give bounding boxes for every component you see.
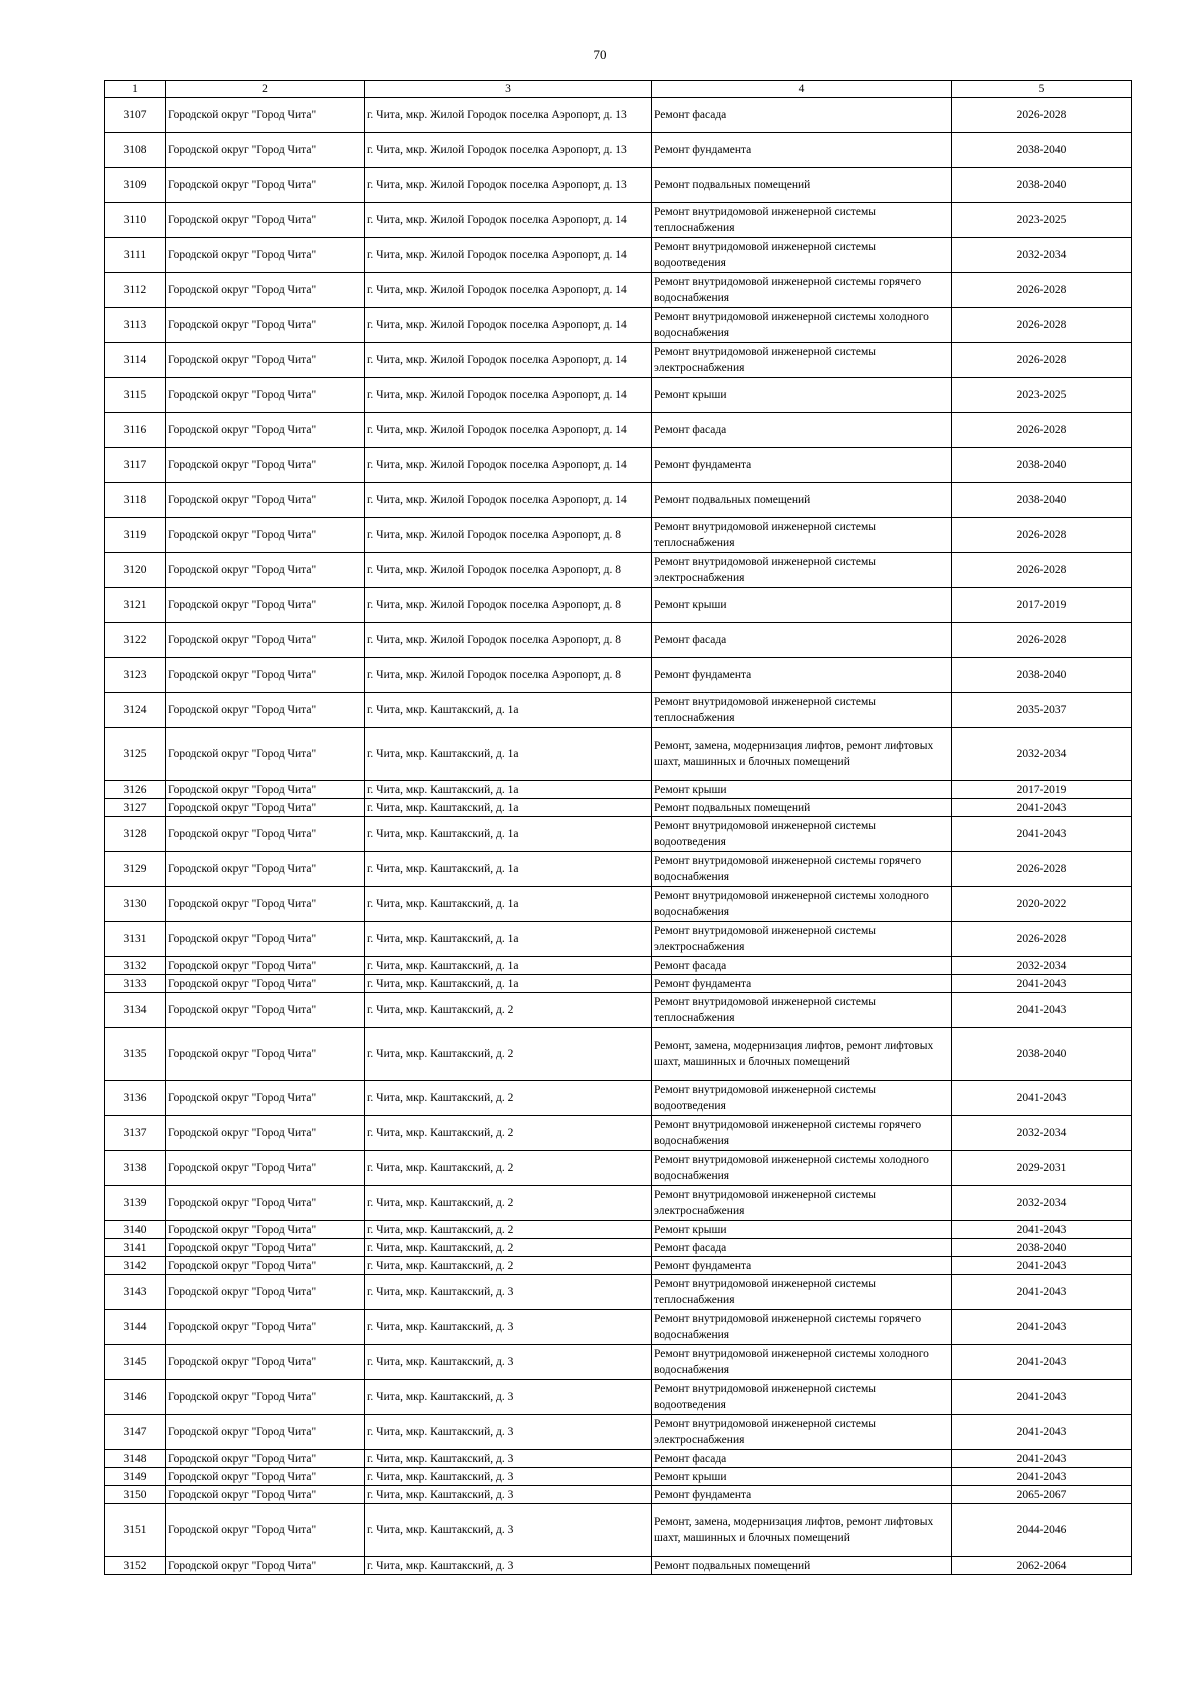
municipality-cell: Городской округ "Город Чита" <box>166 658 365 693</box>
period-cell: 2032-2034 <box>952 957 1132 975</box>
address-cell: г. Чита, мкр. Жилой Городок поселка Аэропорт, д. 8 <box>365 623 652 658</box>
table-row <box>105 273 1132 308</box>
capital-repair-table <box>104 80 1132 1575</box>
table-row <box>105 1310 1132 1345</box>
work-type-cell: Ремонт, замена, модернизация лифтов, ремонт лифтовых шахт, машинных и блочных помещений <box>652 1504 952 1557</box>
period-cell: 2041-2043 <box>952 1468 1132 1486</box>
table-row <box>105 1028 1132 1081</box>
row-number: 3119 <box>105 518 166 553</box>
period-cell: 2041-2043 <box>952 1275 1132 1310</box>
work-type-cell: Ремонт внутридомовой инженерной системы теплоснабжения <box>652 693 952 728</box>
table-row <box>105 922 1132 957</box>
table-row <box>105 448 1132 483</box>
row-number: 3128 <box>105 817 166 852</box>
work-type-cell: Ремонт фасада <box>652 98 952 133</box>
work-type-cell: Ремонт фасада <box>652 1450 952 1468</box>
address-cell: г. Чита, мкр. Каштакский, д. 2 <box>365 1257 652 1275</box>
municipality-cell: Городской округ "Город Чита" <box>166 1557 365 1575</box>
address-cell: г. Чита, мкр. Жилой Городок поселка Аэропорт, д. 13 <box>365 98 652 133</box>
municipality-cell: Городской округ "Город Чита" <box>166 168 365 203</box>
work-type-cell: Ремонт подвальных помещений <box>652 799 952 817</box>
row-number: 3149 <box>105 1468 166 1486</box>
row-number: 3140 <box>105 1221 166 1239</box>
work-type-cell: Ремонт фасада <box>652 623 952 658</box>
address-cell: г. Чита, мкр. Жилой Городок поселка Аэропорт, д. 8 <box>365 588 652 623</box>
work-type-cell: Ремонт фундамента <box>652 658 952 693</box>
table-row <box>105 1186 1132 1221</box>
row-number: 3121 <box>105 588 166 623</box>
municipality-cell: Городской округ "Город Чита" <box>166 1257 365 1275</box>
municipality-cell: Городской округ "Город Чита" <box>166 133 365 168</box>
table-row <box>105 1151 1132 1186</box>
address-cell: г. Чита, мкр. Жилой Городок поселка Аэропорт, д. 8 <box>365 518 652 553</box>
work-type-cell: Ремонт фасада <box>652 957 952 975</box>
table-row <box>105 133 1132 168</box>
row-number: 3141 <box>105 1239 166 1257</box>
period-cell: 2026-2028 <box>952 308 1132 343</box>
municipality-cell: Городской округ "Город Чита" <box>166 922 365 957</box>
municipality-cell: Городской округ "Город Чита" <box>166 588 365 623</box>
period-cell: 2038-2040 <box>952 1239 1132 1257</box>
table-row <box>105 693 1132 728</box>
period-cell: 2041-2043 <box>952 799 1132 817</box>
row-number: 3116 <box>105 413 166 448</box>
work-type-cell: Ремонт, замена, модернизация лифтов, ремонт лифтовых шахт, машинных и блочных помещений <box>652 1028 952 1081</box>
work-type-cell: Ремонт внутридомовой инженерной системы холодного водоснабжения <box>652 887 952 922</box>
work-type-cell: Ремонт подвальных помещений <box>652 1557 952 1575</box>
row-number: 3132 <box>105 957 166 975</box>
period-cell: 2041-2043 <box>952 975 1132 993</box>
municipality-cell: Городской округ "Город Чита" <box>166 1450 365 1468</box>
work-type-cell: Ремонт крыши <box>652 378 952 413</box>
municipality-cell: Городской округ "Город Чита" <box>166 1151 365 1186</box>
period-cell: 2032-2034 <box>952 1186 1132 1221</box>
municipality-cell: Городской округ "Город Чита" <box>166 1028 365 1081</box>
row-number: 3114 <box>105 343 166 378</box>
work-type-cell: Ремонт внутридомовой инженерной системы холодного водоснабжения <box>652 1345 952 1380</box>
work-type-cell: Ремонт фасада <box>652 413 952 448</box>
address-cell: г. Чита, мкр. Каштакский, д. 3 <box>365 1310 652 1345</box>
period-cell: 2041-2043 <box>952 1380 1132 1415</box>
table-row <box>105 957 1132 975</box>
municipality-cell: Городской округ "Город Чита" <box>166 1081 365 1116</box>
address-cell: г. Чита, мкр. Жилой Городок поселка Аэропорт, д. 13 <box>365 133 652 168</box>
address-cell: г. Чита, мкр. Каштакский, д. 1а <box>365 817 652 852</box>
table-row <box>105 1415 1132 1450</box>
address-cell: г. Чита, мкр. Каштакский, д. 1а <box>365 957 652 975</box>
period-cell: 2026-2028 <box>952 922 1132 957</box>
municipality-cell: Городской округ "Город Чита" <box>166 957 365 975</box>
address-cell: г. Чита, мкр. Жилой Городок поселка Аэропорт, д. 14 <box>365 308 652 343</box>
work-type-cell: Ремонт внутридомовой инженерной системы водоотведения <box>652 1081 952 1116</box>
period-cell: 2038-2040 <box>952 483 1132 518</box>
table-row <box>105 975 1132 993</box>
row-number: 3135 <box>105 1028 166 1081</box>
municipality-cell: Городской округ "Город Чита" <box>166 1310 365 1345</box>
municipality-cell: Городской округ "Город Чита" <box>166 343 365 378</box>
header-row <box>105 81 1132 98</box>
header-col-1: 1 <box>105 81 166 98</box>
table-row <box>105 1257 1132 1275</box>
municipality-cell: Городской округ "Город Чита" <box>166 1221 365 1239</box>
row-number: 3147 <box>105 1415 166 1450</box>
period-cell: 2023-2025 <box>952 203 1132 238</box>
municipality-cell: Городской округ "Город Чита" <box>166 817 365 852</box>
address-cell: г. Чита, мкр. Каштакский, д. 3 <box>365 1415 652 1450</box>
row-number: 3110 <box>105 203 166 238</box>
address-cell: г. Чита, мкр. Каштакский, д. 1а <box>365 887 652 922</box>
work-type-cell: Ремонт внутридомовой инженерной системы горячего водоснабжения <box>652 852 952 887</box>
table-row <box>105 588 1132 623</box>
address-cell: г. Чита, мкр. Каштакский, д. 2 <box>365 1151 652 1186</box>
row-number: 3146 <box>105 1380 166 1415</box>
work-type-cell: Ремонт внутридомовой инженерной системы электроснабжения <box>652 1415 952 1450</box>
period-cell: 2026-2028 <box>952 98 1132 133</box>
table-row <box>105 308 1132 343</box>
address-cell: г. Чита, мкр. Каштакский, д. 3 <box>365 1380 652 1415</box>
municipality-cell: Городской округ "Город Чита" <box>166 98 365 133</box>
table-row <box>105 993 1132 1028</box>
work-type-cell: Ремонт внутридомовой инженерной системы водоотведения <box>652 238 952 273</box>
municipality-cell: Городской округ "Город Чита" <box>166 993 365 1028</box>
table-row <box>105 1275 1132 1310</box>
table-row <box>105 658 1132 693</box>
row-number: 3143 <box>105 1275 166 1310</box>
address-cell: г. Чита, мкр. Каштакский, д. 2 <box>365 1028 652 1081</box>
work-type-cell: Ремонт фундамента <box>652 1257 952 1275</box>
address-cell: г. Чита, мкр. Жилой Городок поселка Аэропорт, д. 14 <box>365 448 652 483</box>
period-cell: 2041-2043 <box>952 1081 1132 1116</box>
period-cell: 2035-2037 <box>952 693 1132 728</box>
row-number: 3145 <box>105 1345 166 1380</box>
address-cell: г. Чита, мкр. Жилой Городок поселка Аэропорт, д. 14 <box>365 483 652 518</box>
period-cell: 2017-2019 <box>952 781 1132 799</box>
table-row <box>105 1380 1132 1415</box>
row-number: 3124 <box>105 693 166 728</box>
table-row <box>105 413 1132 448</box>
address-cell: г. Чита, мкр. Каштакский, д. 1а <box>365 975 652 993</box>
period-cell: 2029-2031 <box>952 1151 1132 1186</box>
period-cell: 2038-2040 <box>952 168 1132 203</box>
table-row <box>105 799 1132 817</box>
header-col-4: 4 <box>652 81 952 98</box>
municipality-cell: Городской округ "Город Чита" <box>166 1504 365 1557</box>
work-type-cell: Ремонт внутридомовой инженерной системы электроснабжения <box>652 1186 952 1221</box>
address-cell: г. Чита, мкр. Каштакский, д. 1а <box>365 728 652 781</box>
municipality-cell: Городской округ "Город Чита" <box>166 852 365 887</box>
row-number: 3127 <box>105 799 166 817</box>
address-cell: г. Чита, мкр. Жилой Городок поселка Аэропорт, д. 8 <box>365 658 652 693</box>
table-row <box>105 1557 1132 1575</box>
address-cell: г. Чита, мкр. Каштакский, д. 3 <box>365 1504 652 1557</box>
municipality-cell: Городской округ "Город Чита" <box>166 781 365 799</box>
address-cell: г. Чита, мкр. Каштакский, д. 1а <box>365 799 652 817</box>
period-cell: 2041-2043 <box>952 1450 1132 1468</box>
table-row <box>105 1239 1132 1257</box>
table-body <box>105 98 1132 1575</box>
period-cell: 2026-2028 <box>952 553 1132 588</box>
row-number: 3107 <box>105 98 166 133</box>
table-row <box>105 1345 1132 1380</box>
row-number: 3111 <box>105 238 166 273</box>
row-number: 3150 <box>105 1486 166 1504</box>
work-type-cell: Ремонт внутридомовой инженерной системы горячего водоснабжения <box>652 273 952 308</box>
municipality-cell: Городской округ "Город Чита" <box>166 1380 365 1415</box>
municipality-cell: Городской округ "Город Чита" <box>166 553 365 588</box>
row-number: 3125 <box>105 728 166 781</box>
address-cell: г. Чита, мкр. Жилой Городок поселка Аэропорт, д. 14 <box>365 238 652 273</box>
work-type-cell: Ремонт внутридомовой инженерной системы электроснабжения <box>652 553 952 588</box>
work-type-cell: Ремонт фундамента <box>652 448 952 483</box>
period-cell: 2026-2028 <box>952 343 1132 378</box>
period-cell: 2038-2040 <box>952 658 1132 693</box>
municipality-cell: Городской округ "Город Чита" <box>166 378 365 413</box>
municipality-cell: Городской округ "Город Чита" <box>166 623 365 658</box>
page-number: 70 <box>593 47 607 62</box>
row-number: 3112 <box>105 273 166 308</box>
period-cell: 2038-2040 <box>952 1028 1132 1081</box>
period-cell: 2032-2034 <box>952 1116 1132 1151</box>
period-cell: 2032-2034 <box>952 238 1132 273</box>
municipality-cell: Городской округ "Город Чита" <box>166 1275 365 1310</box>
work-type-cell: Ремонт подвальных помещений <box>652 168 952 203</box>
period-cell: 2026-2028 <box>952 623 1132 658</box>
municipality-cell: Городской округ "Город Чита" <box>166 273 365 308</box>
work-type-cell: Ремонт фундамента <box>652 1486 952 1504</box>
row-number: 3134 <box>105 993 166 1028</box>
row-number: 3120 <box>105 553 166 588</box>
municipality-cell: Городской округ "Город Чита" <box>166 413 365 448</box>
address-cell: г. Чита, мкр. Жилой Городок поселка Аэропорт, д. 14 <box>365 413 652 448</box>
row-number: 3136 <box>105 1081 166 1116</box>
row-number: 3122 <box>105 623 166 658</box>
row-number: 3130 <box>105 887 166 922</box>
address-cell: г. Чита, мкр. Каштакский, д. 3 <box>365 1468 652 1486</box>
work-type-cell: Ремонт внутридомовой инженерной системы теплоснабжения <box>652 1275 952 1310</box>
row-number: 3148 <box>105 1450 166 1468</box>
work-type-cell: Ремонт внутридомовой инженерной системы холодного водоснабжения <box>652 1151 952 1186</box>
address-cell: г. Чита, мкр. Каштакский, д. 2 <box>365 1221 652 1239</box>
address-cell: г. Чита, мкр. Каштакский, д. 3 <box>365 1557 652 1575</box>
table-row <box>105 1468 1132 1486</box>
row-number: 3118 <box>105 483 166 518</box>
row-number: 3137 <box>105 1116 166 1151</box>
table-row <box>105 728 1132 781</box>
row-number: 3133 <box>105 975 166 993</box>
row-number: 3139 <box>105 1186 166 1221</box>
table-row <box>105 1450 1132 1468</box>
work-type-cell: Ремонт крыши <box>652 1468 952 1486</box>
work-type-cell: Ремонт внутридомовой инженерной системы горячего водоснабжения <box>652 1116 952 1151</box>
table-row <box>105 168 1132 203</box>
address-cell: г. Чита, мкр. Каштакский, д. 3 <box>365 1486 652 1504</box>
municipality-cell: Городской округ "Город Чита" <box>166 1186 365 1221</box>
period-cell: 2065-2067 <box>952 1486 1132 1504</box>
table-row <box>105 1116 1132 1151</box>
municipality-cell: Городской округ "Город Чита" <box>166 1415 365 1450</box>
row-number: 3131 <box>105 922 166 957</box>
address-cell: г. Чита, мкр. Каштакский, д. 1а <box>365 922 652 957</box>
period-cell: 2062-2064 <box>952 1557 1132 1575</box>
work-type-cell: Ремонт подвальных помещений <box>652 483 952 518</box>
period-cell: 2041-2043 <box>952 993 1132 1028</box>
work-type-cell: Ремонт внутридомовой инженерной системы электроснабжения <box>652 343 952 378</box>
municipality-cell: Городской округ "Город Чита" <box>166 1468 365 1486</box>
row-number: 3113 <box>105 308 166 343</box>
row-number: 3109 <box>105 168 166 203</box>
address-cell: г. Чита, мкр. Каштакский, д. 3 <box>365 1275 652 1310</box>
table-row <box>105 553 1132 588</box>
address-cell: г. Чита, мкр. Каштакский, д. 2 <box>365 1116 652 1151</box>
address-cell: г. Чита, мкр. Каштакский, д. 2 <box>365 1239 652 1257</box>
row-number: 3126 <box>105 781 166 799</box>
municipality-cell: Городской округ "Город Чита" <box>166 448 365 483</box>
table-row <box>105 1504 1132 1557</box>
address-cell: г. Чита, мкр. Жилой Городок поселка Аэропорт, д. 14 <box>365 203 652 238</box>
table-row <box>105 518 1132 553</box>
period-cell: 2020-2022 <box>952 887 1132 922</box>
period-cell: 2044-2046 <box>952 1504 1132 1557</box>
row-number: 3138 <box>105 1151 166 1186</box>
period-cell: 2041-2043 <box>952 1415 1132 1450</box>
row-number: 3129 <box>105 852 166 887</box>
municipality-cell: Городской округ "Город Чита" <box>166 238 365 273</box>
address-cell: г. Чита, мкр. Каштакский, д. 1а <box>365 693 652 728</box>
work-type-cell: Ремонт крыши <box>652 588 952 623</box>
municipality-cell: Городской округ "Город Чита" <box>166 1345 365 1380</box>
table-row <box>105 378 1132 413</box>
table-row <box>105 343 1132 378</box>
table-row <box>105 781 1132 799</box>
period-cell: 2032-2034 <box>952 728 1132 781</box>
work-type-cell: Ремонт внутридомовой инженерной системы теплоснабжения <box>652 203 952 238</box>
table-row <box>105 1081 1132 1116</box>
period-cell: 2041-2043 <box>952 1345 1132 1380</box>
table-row <box>105 1486 1132 1504</box>
work-type-cell: Ремонт внутридомовой инженерной системы водоотведения <box>652 817 952 852</box>
period-cell: 2041-2043 <box>952 817 1132 852</box>
municipality-cell: Городской округ "Город Чита" <box>166 203 365 238</box>
work-type-cell: Ремонт крыши <box>652 1221 952 1239</box>
table-row <box>105 98 1132 133</box>
table-row <box>105 887 1132 922</box>
row-number: 3123 <box>105 658 166 693</box>
period-cell: 2038-2040 <box>952 448 1132 483</box>
municipality-cell: Городской округ "Город Чита" <box>166 1486 365 1504</box>
address-cell: г. Чита, мкр. Каштакский, д. 3 <box>365 1345 652 1380</box>
address-cell: г. Чита, мкр. Каштакский, д. 1а <box>365 781 652 799</box>
table-row <box>105 1221 1132 1239</box>
period-cell: 2038-2040 <box>952 133 1132 168</box>
work-type-cell: Ремонт фасада <box>652 1239 952 1257</box>
table-row <box>105 238 1132 273</box>
work-type-cell: Ремонт внутридомовой инженерной системы теплоснабжения <box>652 993 952 1028</box>
municipality-cell: Городской округ "Город Чита" <box>166 693 365 728</box>
row-number: 3144 <box>105 1310 166 1345</box>
table-row <box>105 852 1132 887</box>
address-cell: г. Чита, мкр. Жилой Городок поселка Аэропорт, д. 14 <box>365 378 652 413</box>
row-number: 3115 <box>105 378 166 413</box>
address-cell: г. Чита, мкр. Каштакский, д. 3 <box>365 1450 652 1468</box>
period-cell: 2041-2043 <box>952 1221 1132 1239</box>
row-number: 3108 <box>105 133 166 168</box>
address-cell: г. Чита, мкр. Каштакский, д. 2 <box>365 1081 652 1116</box>
municipality-cell: Городской округ "Город Чита" <box>166 518 365 553</box>
period-cell: 2017-2019 <box>952 588 1132 623</box>
municipality-cell: Городской округ "Город Чита" <box>166 975 365 993</box>
work-type-cell: Ремонт внутридомовой инженерной системы электроснабжения <box>652 922 952 957</box>
work-type-cell: Ремонт внутридомовой инженерной системы теплоснабжения <box>652 518 952 553</box>
municipality-cell: Городской округ "Город Чита" <box>166 483 365 518</box>
municipality-cell: Городской округ "Город Чита" <box>166 1239 365 1257</box>
header-col-2: 2 <box>166 81 365 98</box>
address-cell: г. Чита, мкр. Каштакский, д. 1а <box>365 852 652 887</box>
work-type-cell: Ремонт, замена, модернизация лифтов, ремонт лифтовых шахт, машинных и блочных помещений <box>652 728 952 781</box>
work-type-cell: Ремонт фундамента <box>652 975 952 993</box>
municipality-cell: Городской округ "Город Чита" <box>166 887 365 922</box>
address-cell: г. Чита, мкр. Жилой Городок поселка Аэропорт, д. 14 <box>365 343 652 378</box>
address-cell: г. Чита, мкр. Жилой Городок поселка Аэропорт, д. 8 <box>365 553 652 588</box>
address-cell: г. Чита, мкр. Каштакский, д. 2 <box>365 993 652 1028</box>
municipality-cell: Городской округ "Город Чита" <box>166 308 365 343</box>
period-cell: 2026-2028 <box>952 413 1132 448</box>
period-cell: 2026-2028 <box>952 852 1132 887</box>
work-type-cell: Ремонт внутридомовой инженерной системы водоотведения <box>652 1380 952 1415</box>
period-cell: 2023-2025 <box>952 378 1132 413</box>
municipality-cell: Городской округ "Город Чита" <box>166 799 365 817</box>
work-type-cell: Ремонт внутридомовой инженерной системы холодного водоснабжения <box>652 308 952 343</box>
period-cell: 2041-2043 <box>952 1257 1132 1275</box>
address-cell: г. Чита, мкр. Каштакский, д. 2 <box>365 1186 652 1221</box>
row-number: 3117 <box>105 448 166 483</box>
municipality-cell: Городской округ "Город Чита" <box>166 1116 365 1151</box>
period-cell: 2041-2043 <box>952 1310 1132 1345</box>
work-type-cell: Ремонт крыши <box>652 781 952 799</box>
address-cell: г. Чита, мкр. Жилой Городок поселка Аэропорт, д. 14 <box>365 273 652 308</box>
row-number: 3151 <box>105 1504 166 1557</box>
municipality-cell: Городской округ "Город Чита" <box>166 728 365 781</box>
period-cell: 2026-2028 <box>952 273 1132 308</box>
header-col-5: 5 <box>952 81 1132 98</box>
address-cell: г. Чита, мкр. Жилой Городок поселка Аэропорт, д. 13 <box>365 168 652 203</box>
table-row <box>105 623 1132 658</box>
row-number: 3152 <box>105 1557 166 1575</box>
header-col-3: 3 <box>365 81 652 98</box>
period-cell: 2026-2028 <box>952 518 1132 553</box>
work-type-cell: Ремонт фундамента <box>652 133 952 168</box>
work-type-cell: Ремонт внутридомовой инженерной системы горячего водоснабжения <box>652 1310 952 1345</box>
table-row <box>105 203 1132 238</box>
row-number: 3142 <box>105 1257 166 1275</box>
table-row <box>105 817 1132 852</box>
table-row <box>105 483 1132 518</box>
